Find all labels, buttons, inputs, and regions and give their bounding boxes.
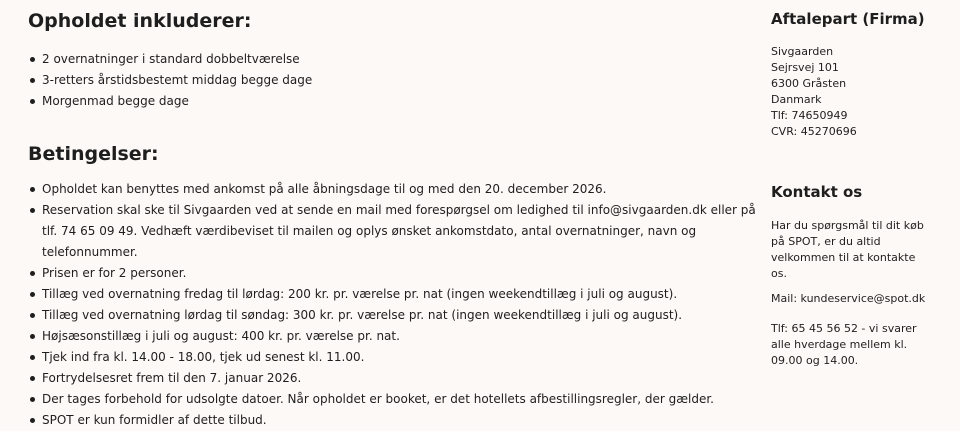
- list-item: Der tages forbehold for udsolgte datoer. Når opholdet er booket, er det hotellets afbestillingsregler, der gælder.: [28, 389, 763, 410]
- list-item: Højsæsonstillæg i juli og august: 400 kr. pr. værelse pr. nat.: [28, 326, 763, 347]
- party-cvr: CVR: 45270696: [771, 125, 857, 138]
- party-city: 6300 Gråsten: [771, 77, 847, 90]
- list-item: Prisen er for 2 personer.: [28, 263, 763, 284]
- contact-phone: Tlf: 65 45 56 52 - vi svarer alle hverdage mellem kl. 09.00 og 14.00.: [771, 322, 917, 367]
- reservation-text-rest: eller på tlf. 74 65 09 49. Vedhæft værdibeviset til mailen og oplys ønsket ankomstdato, antal overnatninger, navn og telefonnummer.: [42, 203, 756, 259]
- party-name: Sivgaarden: [771, 45, 834, 58]
- included-heading: Opholdet inkluderer:: [28, 10, 252, 32]
- party-heading: Aftalepart (Firma): [771, 10, 925, 28]
- list-item-reservation: [28, 200, 763, 263]
- party-country: Danmark: [771, 93, 822, 106]
- contact-email-link[interactable]: kundeservice@spot.dk: [800, 292, 926, 305]
- list-item: Tjek ind fra kl. 14.00 - 18.00, tjek ud senest kl. 11.00.: [28, 347, 763, 368]
- conditions-list: [28, 179, 763, 431]
- list-item: Tillæg ved overnatning fredag til lørdag: 200 kr. pr. værelse pr. nat (ingen weekendtillæg i juli og august).: [28, 284, 763, 305]
- list-item: Opholdet kan benyttes med ankomst på alle åbningsdage til og med den 20. december 2026.: [28, 179, 763, 200]
- party-phone: Tlf: 74650949: [771, 109, 848, 122]
- list-item: 3-retters årstidsbestemt middag begge dage: [28, 70, 763, 91]
- included-list: [28, 49, 763, 112]
- contact-mail: [771, 291, 941, 307]
- conditions-heading: Betingelser:: [28, 143, 159, 165]
- contact-heading: Kontakt os: [771, 183, 863, 201]
- list-item: Morgenmad begge dage: [28, 91, 763, 112]
- list-item: Tillæg ved overnatning lørdag til søndag: 300 kr. pr. værelse pr. nat (ingen weekendtillæg i juli og august).: [28, 305, 763, 326]
- reservation-email-link[interactable]: info@sivgaarden.dk: [587, 203, 707, 217]
- party-street: Sejrsvej 101: [771, 61, 839, 74]
- mail-label: Mail:: [771, 292, 801, 305]
- contact-intro: Har du spørgsmål til dit køb på SPOT, er du altid velkommen til at kontakte os.: [771, 219, 924, 280]
- list-item: SPOT er kun formidler af dette tilbud.: [28, 410, 763, 431]
- list-item: 2 overnatninger i standard dobbeltværelse: [28, 49, 763, 70]
- reservation-text: Reservation skal ske til Sivgaarden ved at sende en mail med forespørgsel om ledighed til: [42, 203, 588, 217]
- party-address: [771, 44, 941, 140]
- list-item: Fortrydelsesret frem til den 7. januar 2026.: [28, 368, 763, 389]
